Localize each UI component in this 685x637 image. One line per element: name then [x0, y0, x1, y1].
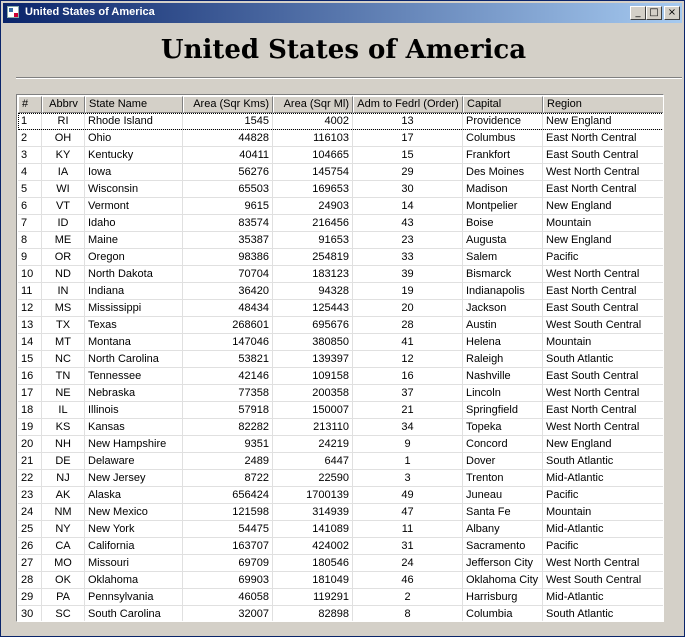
table-header	[18, 96, 664, 113]
cell-area-sq-km[interactable]: 163707	[183, 538, 273, 555]
cell-admission-order[interactable]: 41	[353, 334, 463, 351]
cell-region[interactable]: Mid-Atlantic	[543, 521, 664, 538]
cell-abbreviation[interactable]: RI	[42, 113, 85, 130]
cell-area-sq-km[interactable]: 35387	[183, 232, 273, 249]
column-header-row-number[interactable]: #	[18, 96, 42, 113]
cell-state-name[interactable]: North Dakota	[85, 266, 183, 283]
cell-abbreviation[interactable]: IA	[42, 164, 85, 181]
cell-area-sq-mi[interactable]: 104665	[273, 147, 353, 164]
column-header-capital[interactable]: Capital	[463, 96, 543, 113]
cell-row-number[interactable]: 30	[18, 606, 42, 622]
cell-abbreviation[interactable]: MO	[42, 555, 85, 572]
minimize-button[interactable]: _	[630, 6, 646, 20]
cell-area-sq-mi[interactable]: 22590	[273, 470, 353, 487]
cell-state-name[interactable]: Indiana	[85, 283, 183, 300]
cell-abbreviation[interactable]: PA	[42, 589, 85, 606]
cell-capital[interactable]: Topeka	[463, 419, 543, 436]
cell-region[interactable]: Mountain	[543, 504, 664, 521]
page-title: United States of America	[160, 35, 527, 65]
table-row[interactable]	[18, 504, 664, 521]
cell-area-sq-mi[interactable]: 695676	[273, 317, 353, 334]
cell-capital[interactable]: Springfield	[463, 402, 543, 419]
cell-capital[interactable]: Sacramento	[463, 538, 543, 555]
cell-area-sq-mi[interactable]: 116103	[273, 130, 353, 147]
table-row[interactable]	[18, 283, 664, 300]
table-row[interactable]	[18, 317, 664, 334]
cell-state-name[interactable]: New Hampshire	[85, 436, 183, 453]
cell-region[interactable]: East North Central	[543, 130, 664, 147]
cell-area-sq-mi[interactable]: 380850	[273, 334, 353, 351]
cell-row-number[interactable]: 13	[18, 317, 42, 334]
cell-capital[interactable]: Augusta	[463, 232, 543, 249]
cell-capital[interactable]: Frankfort	[463, 147, 543, 164]
cell-row-number[interactable]: 27	[18, 555, 42, 572]
column-header-admission-order[interactable]: Adm to Fedrl (Order)	[353, 96, 463, 113]
cell-state-name[interactable]: Iowa	[85, 164, 183, 181]
cell-region[interactable]: Pacific	[543, 249, 664, 266]
cell-abbreviation[interactable]: NC	[42, 351, 85, 368]
cell-row-number[interactable]: 28	[18, 572, 42, 589]
column-header-area-sq-km[interactable]: Area (Sqr Kms)	[183, 96, 273, 113]
cell-row-number[interactable]: 8	[18, 232, 42, 249]
table-row[interactable]	[18, 198, 664, 215]
cell-admission-order[interactable]: 16	[353, 368, 463, 385]
cell-area-sq-mi[interactable]: 1700139	[273, 487, 353, 504]
cell-row-number[interactable]: 26	[18, 538, 42, 555]
cell-admission-order[interactable]: 47	[353, 504, 463, 521]
table-row[interactable]	[18, 572, 664, 589]
cell-abbreviation[interactable]: IL	[42, 402, 85, 419]
cell-area-sq-mi[interactable]: 169653	[273, 181, 353, 198]
close-button[interactable]: ×	[664, 6, 680, 20]
cell-region[interactable]: Mountain	[543, 334, 664, 351]
cell-state-name[interactable]: Kansas	[85, 419, 183, 436]
cell-region[interactable]: East South Central	[543, 147, 664, 164]
table-row[interactable]	[18, 215, 664, 232]
cell-row-number[interactable]: 20	[18, 436, 42, 453]
cell-abbreviation[interactable]: MS	[42, 300, 85, 317]
cell-region[interactable]: Mid-Atlantic	[543, 589, 664, 606]
cell-state-name[interactable]: Rhode Island	[85, 113, 183, 130]
table-row[interactable]	[18, 334, 664, 351]
cell-admission-order[interactable]: 34	[353, 419, 463, 436]
table-row[interactable]	[18, 419, 664, 436]
cell-row-number[interactable]: 24	[18, 504, 42, 521]
cell-area-sq-km[interactable]: 9351	[183, 436, 273, 453]
table-row[interactable]	[18, 436, 664, 453]
states-table[interactable]	[16, 94, 664, 622]
table-row[interactable]	[18, 181, 664, 198]
cell-area-sq-mi[interactable]: 181049	[273, 572, 353, 589]
table-body	[18, 113, 664, 622]
cell-state-name[interactable]: New Mexico	[85, 504, 183, 521]
cell-capital[interactable]: Concord	[463, 436, 543, 453]
cell-capital[interactable]: Providence	[463, 113, 543, 130]
cell-region[interactable]: Mountain	[543, 215, 664, 232]
cell-abbreviation[interactable]: NM	[42, 504, 85, 521]
cell-region[interactable]: West North Central	[543, 555, 664, 572]
cell-row-number[interactable]: 12	[18, 300, 42, 317]
cell-area-sq-mi[interactable]: 200358	[273, 385, 353, 402]
window-title: United States of America	[25, 6, 155, 18]
cell-admission-order[interactable]: 49	[353, 487, 463, 504]
cell-row-number[interactable]: 16	[18, 368, 42, 385]
cell-region[interactable]: Pacific	[543, 487, 664, 504]
cell-state-name[interactable]: Oklahoma	[85, 572, 183, 589]
cell-capital[interactable]: Columbus	[463, 130, 543, 147]
cell-capital[interactable]: Salem	[463, 249, 543, 266]
cell-state-name[interactable]: South Carolina	[85, 606, 183, 622]
cell-area-sq-km[interactable]: 32007	[183, 606, 273, 622]
cell-admission-order[interactable]: 31	[353, 538, 463, 555]
cell-area-sq-mi[interactable]: 109158	[273, 368, 353, 385]
cell-area-sq-km[interactable]: 65503	[183, 181, 273, 198]
cell-area-sq-km[interactable]: 56276	[183, 164, 273, 181]
cell-row-number[interactable]: 11	[18, 283, 42, 300]
cell-area-sq-km[interactable]: 121598	[183, 504, 273, 521]
cell-area-sq-km[interactable]: 147046	[183, 334, 273, 351]
cell-state-name[interactable]: Illinois	[85, 402, 183, 419]
cell-state-name[interactable]: Nebraska	[85, 385, 183, 402]
cell-region[interactable]: East North Central	[543, 283, 664, 300]
cell-area-sq-km[interactable]: 69903	[183, 572, 273, 589]
cell-row-number[interactable]: 15	[18, 351, 42, 368]
cell-abbreviation[interactable]: MT	[42, 334, 85, 351]
cell-area-sq-mi[interactable]: 314939	[273, 504, 353, 521]
cell-capital[interactable]: Columbia	[463, 606, 543, 622]
cell-area-sq-mi[interactable]: 4002	[273, 113, 353, 130]
cell-state-name[interactable]: Pennsylvania	[85, 589, 183, 606]
cell-abbreviation[interactable]: ME	[42, 232, 85, 249]
cell-abbreviation[interactable]: OH	[42, 130, 85, 147]
cell-state-name[interactable]: California	[85, 538, 183, 555]
table-row[interactable]	[18, 113, 664, 130]
cell-area-sq-mi[interactable]: 145754	[273, 164, 353, 181]
cell-admission-order[interactable]: 43	[353, 215, 463, 232]
cell-abbreviation[interactable]: NH	[42, 436, 85, 453]
table-row[interactable]	[18, 300, 664, 317]
cell-region[interactable]: New England	[543, 198, 664, 215]
cell-abbreviation[interactable]: OR	[42, 249, 85, 266]
cell-region[interactable]: East North Central	[543, 402, 664, 419]
cell-area-sq-km[interactable]: 9615	[183, 198, 273, 215]
cell-region[interactable]: West South Central	[543, 317, 664, 334]
cell-admission-order[interactable]: 1	[353, 453, 463, 470]
cell-capital[interactable]: Madison	[463, 181, 543, 198]
cell-area-sq-mi[interactable]: 216456	[273, 215, 353, 232]
table-row[interactable]	[18, 147, 664, 164]
cell-row-number[interactable]: 17	[18, 385, 42, 402]
cell-region[interactable]: New England	[543, 232, 664, 249]
cell-state-name[interactable]: Kentucky	[85, 147, 183, 164]
cell-abbreviation[interactable]: NJ	[42, 470, 85, 487]
table-row[interactable]	[18, 470, 664, 487]
column-header-state-name[interactable]: State Name	[85, 96, 183, 113]
cell-admission-order[interactable]: 8	[353, 606, 463, 622]
cell-area-sq-km[interactable]: 8722	[183, 470, 273, 487]
cell-area-sq-mi[interactable]: 6447	[273, 453, 353, 470]
cell-admission-order[interactable]: 23	[353, 232, 463, 249]
cell-area-sq-mi[interactable]: 91653	[273, 232, 353, 249]
cell-admission-order[interactable]: 39	[353, 266, 463, 283]
cell-area-sq-mi[interactable]: 139397	[273, 351, 353, 368]
cell-region[interactable]: West North Central	[543, 385, 664, 402]
cell-capital[interactable]: Austin	[463, 317, 543, 334]
cell-abbreviation[interactable]: TX	[42, 317, 85, 334]
cell-capital[interactable]: Santa Fe	[463, 504, 543, 521]
cell-area-sq-mi[interactable]: 183123	[273, 266, 353, 283]
cell-area-sq-mi[interactable]: 424002	[273, 538, 353, 555]
table-row[interactable]	[18, 130, 664, 147]
cell-region[interactable]: East North Central	[543, 181, 664, 198]
cell-region[interactable]: East South Central	[543, 368, 664, 385]
cell-admission-order[interactable]: 37	[353, 385, 463, 402]
cell-abbreviation[interactable]: SC	[42, 606, 85, 622]
cell-state-name[interactable]: Maine	[85, 232, 183, 249]
table-row[interactable]	[18, 385, 664, 402]
cell-state-name[interactable]: Oregon	[85, 249, 183, 266]
cell-row-number[interactable]: 14	[18, 334, 42, 351]
cell-capital[interactable]: Nashville	[463, 368, 543, 385]
cell-state-name[interactable]: Texas	[85, 317, 183, 334]
cell-area-sq-km[interactable]: 57918	[183, 402, 273, 419]
cell-area-sq-mi[interactable]: 24219	[273, 436, 353, 453]
cell-row-number[interactable]: 7	[18, 215, 42, 232]
cell-region[interactable]: New England	[543, 436, 664, 453]
cell-abbreviation[interactable]: NE	[42, 385, 85, 402]
cell-row-number[interactable]: 1	[18, 113, 42, 130]
cell-area-sq-km[interactable]: 48434	[183, 300, 273, 317]
cell-admission-order[interactable]: 3	[353, 470, 463, 487]
cell-abbreviation[interactable]: KS	[42, 419, 85, 436]
cell-area-sq-km[interactable]: 44828	[183, 130, 273, 147]
cell-state-name[interactable]: Wisconsin	[85, 181, 183, 198]
cell-state-name[interactable]: Alaska	[85, 487, 183, 504]
cell-capital[interactable]: Helena	[463, 334, 543, 351]
cell-area-sq-km[interactable]: 70704	[183, 266, 273, 283]
cell-row-number[interactable]: 22	[18, 470, 42, 487]
cell-abbreviation[interactable]: TN	[42, 368, 85, 385]
cell-area-sq-km[interactable]: 2489	[183, 453, 273, 470]
table-row[interactable]	[18, 555, 664, 572]
cell-state-name[interactable]: North Carolina	[85, 351, 183, 368]
cell-state-name[interactable]: Mississippi	[85, 300, 183, 317]
cell-admission-order[interactable]: 13	[353, 113, 463, 130]
table-row[interactable]	[18, 606, 664, 622]
cell-row-number[interactable]: 9	[18, 249, 42, 266]
cell-abbreviation[interactable]: WI	[42, 181, 85, 198]
cell-abbreviation[interactable]: IN	[42, 283, 85, 300]
cell-capital[interactable]: Indianapolis	[463, 283, 543, 300]
table-row[interactable]	[18, 538, 664, 555]
cell-row-number[interactable]: 29	[18, 589, 42, 606]
cell-state-name[interactable]: Delaware	[85, 453, 183, 470]
cell-region[interactable]: East South Central	[543, 300, 664, 317]
cell-abbreviation[interactable]: KY	[42, 147, 85, 164]
cell-admission-order[interactable]: 17	[353, 130, 463, 147]
column-header-area-sq-mi[interactable]: Area (Sqr Ml)	[273, 96, 353, 113]
cell-capital[interactable]: Trenton	[463, 470, 543, 487]
cell-area-sq-mi[interactable]: 82898	[273, 606, 353, 622]
cell-capital[interactable]: Albany	[463, 521, 543, 538]
cell-area-sq-km[interactable]: 54475	[183, 521, 273, 538]
title-bar[interactable]	[3, 3, 682, 23]
cell-capital[interactable]: Oklahoma City	[463, 572, 543, 589]
table-row[interactable]	[18, 351, 664, 368]
cell-admission-order[interactable]: 14	[353, 198, 463, 215]
cell-area-sq-km[interactable]: 77358	[183, 385, 273, 402]
cell-region[interactable]: West North Central	[543, 266, 664, 283]
table-row[interactable]	[18, 249, 664, 266]
cell-area-sq-mi[interactable]: 180546	[273, 555, 353, 572]
cell-admission-order[interactable]: 28	[353, 317, 463, 334]
cell-state-name[interactable]: Ohio	[85, 130, 183, 147]
table-row[interactable]	[18, 266, 664, 283]
cell-row-number[interactable]: 5	[18, 181, 42, 198]
table-row[interactable]	[18, 521, 664, 538]
cell-capital[interactable]: Montpelier	[463, 198, 543, 215]
cell-capital[interactable]: Juneau	[463, 487, 543, 504]
cell-area-sq-mi[interactable]: 213110	[273, 419, 353, 436]
cell-region[interactable]: New England	[543, 113, 664, 130]
cell-row-number[interactable]: 6	[18, 198, 42, 215]
cell-capital[interactable]: Raleigh	[463, 351, 543, 368]
table-row[interactable]	[18, 232, 664, 249]
cell-area-sq-km[interactable]: 36420	[183, 283, 273, 300]
cell-state-name[interactable]: Missouri	[85, 555, 183, 572]
cell-area-sq-km[interactable]: 42146	[183, 368, 273, 385]
cell-area-sq-mi[interactable]: 24903	[273, 198, 353, 215]
cell-admission-order[interactable]: 46	[353, 572, 463, 589]
cell-admission-order[interactable]: 2	[353, 589, 463, 606]
cell-region[interactable]: West North Central	[543, 164, 664, 181]
cell-area-sq-km[interactable]: 69709	[183, 555, 273, 572]
cell-area-sq-km[interactable]: 656424	[183, 487, 273, 504]
cell-area-sq-km[interactable]: 268601	[183, 317, 273, 334]
cell-row-number[interactable]: 4	[18, 164, 42, 181]
column-header-abbreviation[interactable]: Abbrv	[42, 96, 85, 113]
cell-region[interactable]: South Atlantic	[543, 606, 664, 622]
cell-state-name[interactable]: New Jersey	[85, 470, 183, 487]
cell-state-name[interactable]: Vermont	[85, 198, 183, 215]
cell-area-sq-km[interactable]: 46058	[183, 589, 273, 606]
cell-row-number[interactable]: 10	[18, 266, 42, 283]
cell-state-name[interactable]: New York	[85, 521, 183, 538]
cell-area-sq-km[interactable]: 98386	[183, 249, 273, 266]
cell-admission-order[interactable]: 11	[353, 521, 463, 538]
cell-area-sq-mi[interactable]: 141089	[273, 521, 353, 538]
cell-state-name[interactable]: Idaho	[85, 215, 183, 232]
table-row[interactable]	[18, 589, 664, 606]
cell-area-sq-mi[interactable]: 119291	[273, 589, 353, 606]
cell-row-number[interactable]: 18	[18, 402, 42, 419]
cell-state-name[interactable]: Montana	[85, 334, 183, 351]
cell-area-sq-km[interactable]: 83574	[183, 215, 273, 232]
cell-area-sq-mi[interactable]: 150007	[273, 402, 353, 419]
cell-row-number[interactable]: 21	[18, 453, 42, 470]
table-row[interactable]	[18, 487, 664, 504]
cell-row-number[interactable]: 2	[18, 130, 42, 147]
cell-region[interactable]: West North Central	[543, 419, 664, 436]
cell-admission-order[interactable]: 9	[353, 436, 463, 453]
cell-abbreviation[interactable]: AK	[42, 487, 85, 504]
cell-capital[interactable]: Boise	[463, 215, 543, 232]
cell-abbreviation[interactable]: CA	[42, 538, 85, 555]
cell-area-sq-mi[interactable]: 254819	[273, 249, 353, 266]
cell-region[interactable]: Pacific	[543, 538, 664, 555]
table-row[interactable]	[18, 453, 664, 470]
cell-row-number[interactable]: 23	[18, 487, 42, 504]
cell-capital[interactable]: Lincoln	[463, 385, 543, 402]
cell-region[interactable]: West South Central	[543, 572, 664, 589]
cell-abbreviation[interactable]: NY	[42, 521, 85, 538]
cell-capital[interactable]: Dover	[463, 453, 543, 470]
cell-capital[interactable]: Jackson	[463, 300, 543, 317]
cell-admission-order[interactable]: 30	[353, 181, 463, 198]
cell-capital[interactable]: Harrisburg	[463, 589, 543, 606]
cell-area-sq-km[interactable]: 1545	[183, 113, 273, 130]
cell-abbreviation[interactable]: ND	[42, 266, 85, 283]
table-row[interactable]	[18, 402, 664, 419]
cell-row-number[interactable]: 25	[18, 521, 42, 538]
cell-capital[interactable]: Bismarck	[463, 266, 543, 283]
cell-area-sq-km[interactable]: 40411	[183, 147, 273, 164]
cell-admission-order[interactable]: 24	[353, 555, 463, 572]
cell-area-sq-mi[interactable]: 94328	[273, 283, 353, 300]
table-row[interactable]	[18, 164, 664, 181]
cell-abbreviation[interactable]: VT	[42, 198, 85, 215]
cell-abbreviation[interactable]: OK	[42, 572, 85, 589]
cell-abbreviation[interactable]: DE	[42, 453, 85, 470]
cell-admission-order[interactable]: 29	[353, 164, 463, 181]
column-header-region[interactable]: Region	[543, 96, 664, 113]
cell-admission-order[interactable]: 19	[353, 283, 463, 300]
app-icon[interactable]	[7, 6, 19, 18]
cell-region[interactable]: South Atlantic	[543, 453, 664, 470]
cell-admission-order[interactable]: 33	[353, 249, 463, 266]
cell-abbreviation[interactable]: ID	[42, 215, 85, 232]
cell-area-sq-km[interactable]: 53821	[183, 351, 273, 368]
cell-admission-order[interactable]: 20	[353, 300, 463, 317]
cell-row-number[interactable]: 19	[18, 419, 42, 436]
cell-row-number[interactable]: 3	[18, 147, 42, 164]
cell-capital[interactable]: Jefferson City	[463, 555, 543, 572]
maximize-button[interactable]: □	[646, 6, 662, 20]
divider	[16, 77, 682, 79]
cell-state-name[interactable]: Tennessee	[85, 368, 183, 385]
cell-admission-order[interactable]: 21	[353, 402, 463, 419]
table-row[interactable]	[18, 368, 664, 385]
cell-admission-order[interactable]: 12	[353, 351, 463, 368]
cell-capital[interactable]: Des Moines	[463, 164, 543, 181]
cell-admission-order[interactable]: 15	[353, 147, 463, 164]
cell-region[interactable]: South Atlantic	[543, 351, 664, 368]
cell-region[interactable]: Mid-Atlantic	[543, 470, 664, 487]
cell-area-sq-km[interactable]: 82282	[183, 419, 273, 436]
cell-area-sq-mi[interactable]: 125443	[273, 300, 353, 317]
